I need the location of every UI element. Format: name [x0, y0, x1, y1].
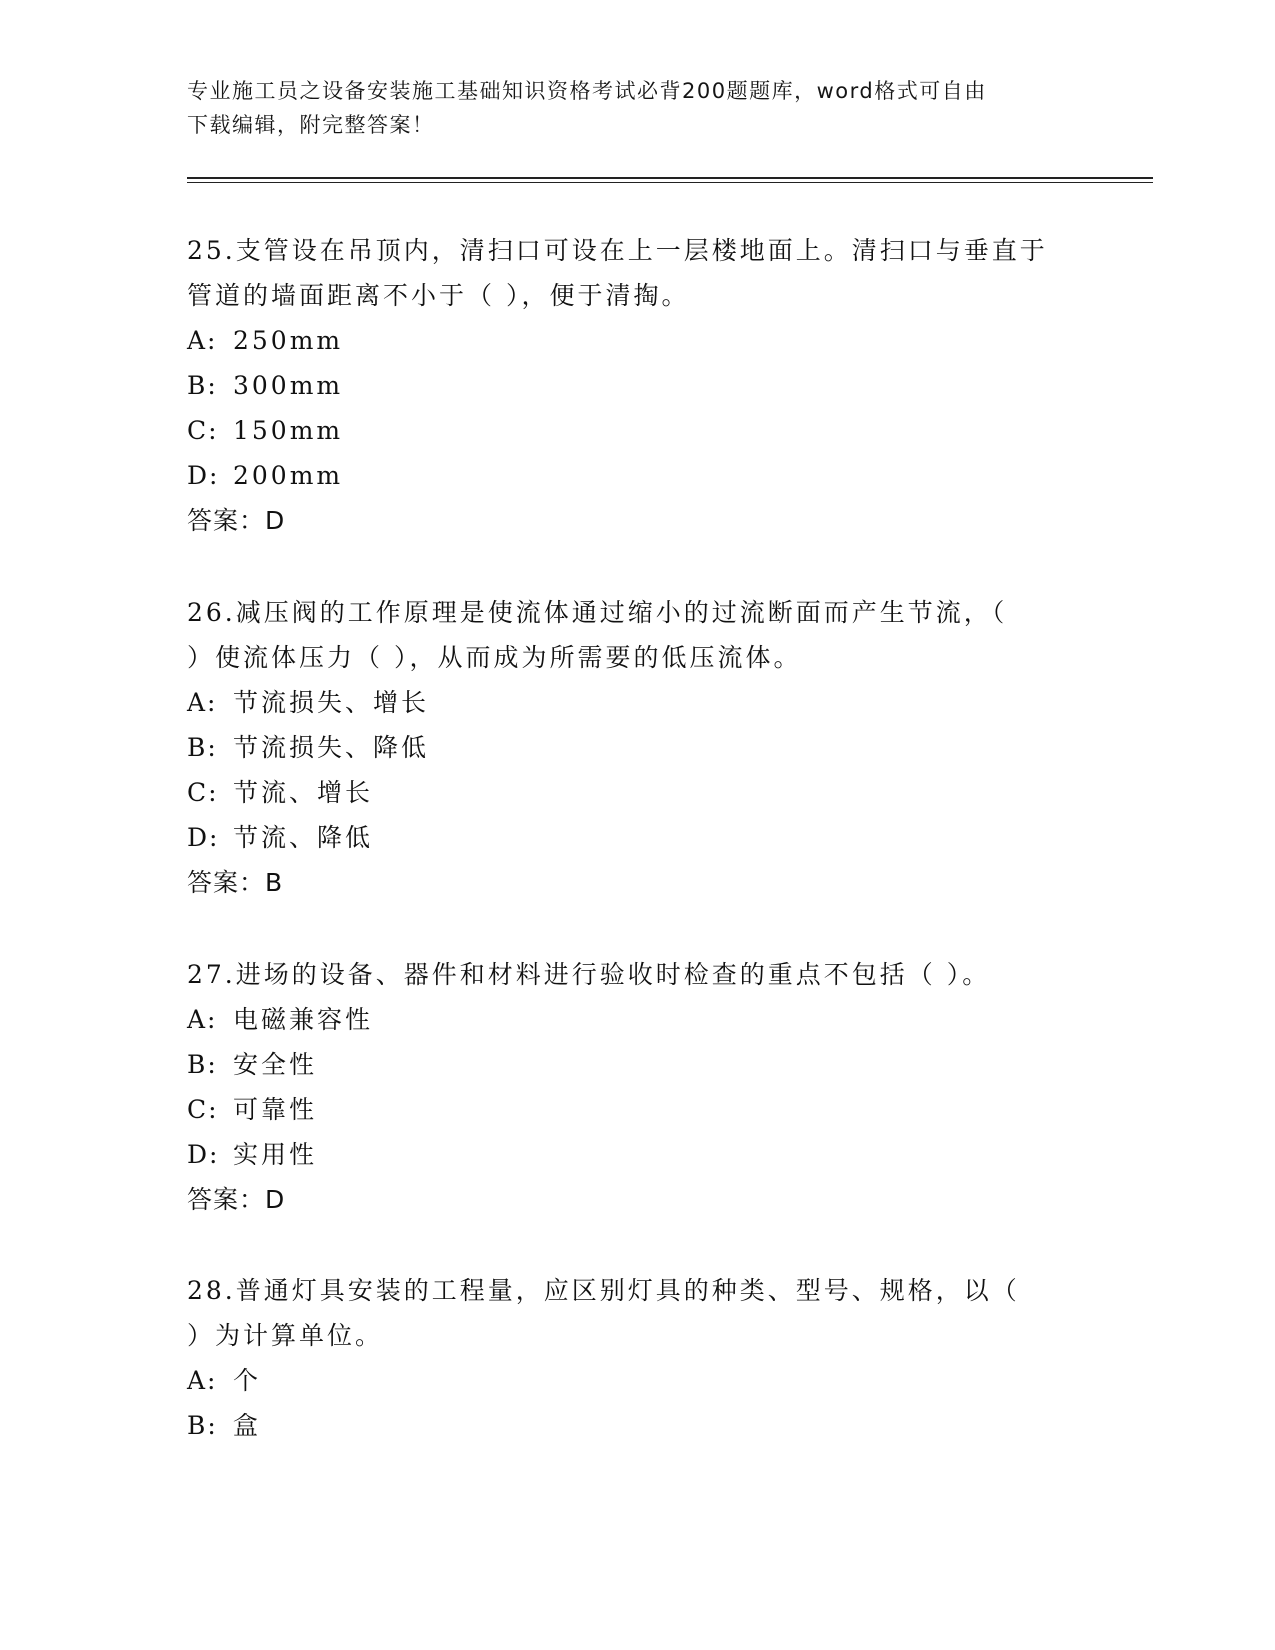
- option-a: [187, 680, 1067, 725]
- option-letter: A:: [187, 326, 218, 355]
- question-28: [187, 1268, 1067, 1448]
- question-text-line: 管道的墙面距离不小于（ ），便于清掏。: [187, 281, 690, 310]
- option-letter: C:: [187, 778, 219, 807]
- option-text: 个: [233, 1366, 262, 1395]
- option-c: [187, 1087, 1067, 1132]
- option-b: [187, 725, 1067, 770]
- option-d: [187, 815, 1067, 860]
- question-26: [187, 590, 1067, 905]
- option-letter: A:: [187, 1005, 218, 1034]
- option-letter: A:: [187, 688, 218, 717]
- option-c: [187, 770, 1067, 815]
- question-text-line: 28.普通灯具安装的工程量，应区别灯具的种类、型号、规格，以（: [187, 1276, 1020, 1305]
- document-header: [187, 74, 1067, 142]
- option-text: 300mm: [233, 371, 344, 400]
- option-b: [187, 1403, 1067, 1448]
- option-letter: B:: [187, 733, 218, 762]
- option-b: [187, 1042, 1067, 1087]
- option-letter: B:: [187, 1050, 218, 1079]
- option-letter: D:: [187, 461, 220, 490]
- question-27: [187, 952, 1067, 1222]
- question-text-line: 26.减压阀的工作原理是使流体通过缩小的过流断面而产生节流，（: [187, 598, 1008, 627]
- option-a: [187, 997, 1067, 1042]
- option-text: 节流损失、增长: [233, 688, 430, 717]
- header-line-2: 下载编辑，附完整答案！: [187, 113, 435, 137]
- question-text-line: ）使流体压力（ ），从而成为所需要的低压流体。: [187, 643, 802, 672]
- header-divider: [187, 177, 1153, 183]
- option-text: 盒: [233, 1411, 262, 1440]
- option-text: 节流、降低: [233, 823, 374, 852]
- option-text: 150mm: [233, 416, 344, 445]
- option-text: 实用性: [233, 1140, 318, 1169]
- option-letter: D:: [187, 1140, 220, 1169]
- question-text-line: ）为计算单位。: [187, 1321, 384, 1350]
- option-text: 可靠性: [233, 1095, 318, 1124]
- question-25: [187, 228, 1067, 543]
- option-b: [187, 363, 1067, 408]
- option-letter: D:: [187, 823, 220, 852]
- option-text: 200mm: [233, 461, 344, 490]
- option-text: 电磁兼容性: [233, 1005, 374, 1034]
- option-letter: B:: [187, 371, 218, 400]
- option-d: [187, 453, 1067, 498]
- option-a: [187, 1358, 1067, 1403]
- answer-line: 答案：B: [187, 868, 284, 897]
- option-letter: B:: [187, 1411, 218, 1440]
- question-text-line: 27.进场的设备、器件和材料进行验收时检查的重点不包括（ ）。: [187, 960, 991, 989]
- option-text: 节流损失、降低: [233, 733, 430, 762]
- option-letter: A:: [187, 1366, 218, 1395]
- option-a: [187, 318, 1067, 363]
- header-line-1: 专业施工员之设备安装施工基础知识资格考试必背200题题库，word格式可自由: [187, 79, 987, 103]
- answer-line: 答案：D: [187, 506, 286, 535]
- option-letter: C:: [187, 416, 219, 445]
- option-text: 安全性: [233, 1050, 318, 1079]
- option-letter: C:: [187, 1095, 219, 1124]
- option-c: [187, 408, 1067, 453]
- question-text-line: 25.支管设在吊顶内，清扫口可设在上一层楼地面上。清扫口与垂直于: [187, 236, 1048, 265]
- option-text: 节流、增长: [233, 778, 374, 807]
- answer-line: 答案：D: [187, 1185, 286, 1214]
- option-text: 250mm: [233, 326, 344, 355]
- option-d: [187, 1132, 1067, 1177]
